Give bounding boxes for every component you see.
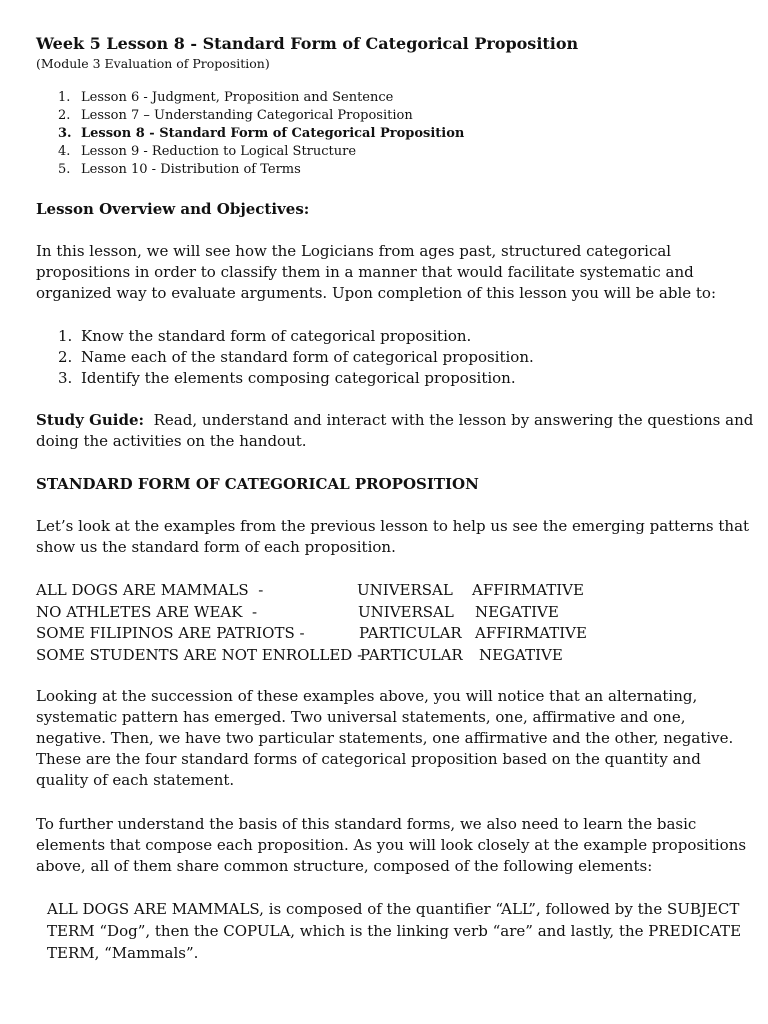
- list-text: Identify the elements composing categorical proposition.: [81, 369, 516, 387]
- lesson-list: [58, 89, 464, 179]
- example-row: [36, 645, 636, 667]
- list-number: 1.: [58, 90, 71, 105]
- paragraph-line: [36, 410, 754, 431]
- paragraph-line: elements that compose each proposition. As you will look closely at the example propositions: [36, 836, 747, 854]
- page-subtitle: (Module 3 Evaluation of Proposition): [36, 56, 270, 71]
- list-text: Lesson 10 - Distribution of Terms: [81, 162, 301, 177]
- paragraph-line: doing the activities on the handout.: [36, 432, 307, 450]
- objectives-list: [58, 326, 534, 389]
- list-item: [58, 107, 464, 125]
- list-item: [58, 161, 464, 179]
- list-item: [58, 326, 534, 347]
- example-row: [36, 623, 636, 645]
- paragraph-line: These are the four standard forms of categorical proposition based on the quantity and: [36, 750, 701, 768]
- paragraph-line: show us the standard form of each proposition.: [36, 538, 396, 556]
- paragraph-line: TERM “Dog”, then the COPULA, which is the linking verb “are” and lastly, the PREDICATE: [47, 922, 742, 940]
- list-text: Lesson 9 - Reduction to Logical Structure: [81, 144, 357, 159]
- list-number: 1.: [58, 327, 73, 345]
- example-quality: NEGATIVE: [475, 602, 559, 621]
- list-item: [58, 143, 464, 161]
- list-text: Lesson 8 - Standard Form of Categorical Proposition: [81, 126, 465, 141]
- list-number: 2.: [58, 108, 71, 123]
- list-text: Know the standard form of categorical proposition.: [81, 327, 472, 345]
- example-detail-paragraph: [47, 898, 747, 964]
- paragraph-line: propositions in order to classify them in a manner that would facilitate systematic and: [36, 263, 694, 281]
- list-number: 5.: [58, 162, 71, 177]
- example-quantity: UNIVERSAL: [357, 581, 453, 599]
- list-number: 3.: [58, 126, 72, 141]
- example-row: [36, 602, 636, 624]
- examples-table: [36, 580, 636, 666]
- paragraph-line: ALL DOGS ARE MAMMALS, is composed of the quantifier “ALL”, followed by the SUBJECT: [47, 900, 740, 918]
- example-statement: NO ATHLETES ARE WEAK -: [36, 602, 258, 621]
- paragraph-line: TERM, “Mammals”.: [47, 944, 199, 962]
- section-heading: STANDARD FORM OF CATEGORICAL PROPOSITION: [36, 475, 479, 493]
- study-guide-label: Study Guide:: [36, 411, 145, 429]
- paragraph-line: above, all of them share common structure, composed of the following elements:: [36, 857, 653, 875]
- list-number: 4.: [58, 144, 71, 159]
- example-quantity: UNIVERSAL: [358, 602, 454, 621]
- example-statement: SOME STUDENTS ARE NOT ENROLLED -: [36, 645, 363, 664]
- list-item: [58, 368, 534, 389]
- study-guide-text: Read, understand and interact with the lesson by answering the questions and: [144, 411, 754, 429]
- example-quality: NEGATIVE: [479, 645, 563, 664]
- analysis-paragraph: [36, 686, 746, 791]
- example-quantity: PARTICULAR: [360, 645, 463, 664]
- example-statement: SOME FILIPINOS ARE PATRIOTS -: [36, 624, 305, 642]
- list-number: 2.: [58, 348, 73, 366]
- example-row: [36, 580, 636, 602]
- list-item: [58, 89, 464, 107]
- elements-paragraph: [36, 814, 746, 877]
- list-text: Name each of the standard form of categorical proposition.: [81, 348, 534, 366]
- example-quality: AFFIRMATIVE: [472, 581, 584, 599]
- list-number: 3.: [58, 369, 73, 387]
- list-text: Lesson 6 - Judgment, Proposition and Sentence: [81, 90, 394, 105]
- paragraph-line: systematic pattern has emerged. Two universal statements, one, affirmative and one,: [36, 708, 686, 726]
- paragraph-line: negative. Then, we have two particular statements, one affirmative and the other, negative.: [36, 729, 734, 747]
- study-guide-paragraph: [36, 410, 754, 452]
- overview-heading: Lesson Overview and Objectives:: [36, 200, 310, 218]
- paragraph-line: organized way to evaluate arguments. Upon completion of this lesson you will be able to:: [36, 284, 717, 302]
- example-statement: ALL DOGS ARE MAMMALS -: [36, 581, 264, 599]
- paragraph-line: To further understand the basis of this standard forms, we also need to learn the basic: [36, 815, 697, 833]
- overview-paragraph: [36, 241, 746, 304]
- list-item: [58, 347, 534, 368]
- list-item-current: [58, 125, 464, 143]
- paragraph-line: Let’s look at the examples from the previous lesson to help us see the emerging patterns that: [36, 517, 750, 535]
- paragraph-line: quality of each statement.: [36, 771, 235, 789]
- intro-paragraph: [36, 516, 750, 558]
- page-title: Week 5 Lesson 8 - Standard Form of Categorical Proposition: [36, 34, 579, 53]
- example-quality: AFFIRMATIVE: [475, 624, 587, 642]
- paragraph-line: In this lesson, we will see how the Logicians from ages past, structured categorical: [36, 242, 672, 260]
- paragraph-line: Looking at the succession of these examples above, you will notice that an alternating,: [36, 687, 698, 705]
- list-text: Lesson 7 – Understanding Categorical Proposition: [81, 108, 413, 123]
- example-quantity: PARTICULAR: [359, 624, 462, 642]
